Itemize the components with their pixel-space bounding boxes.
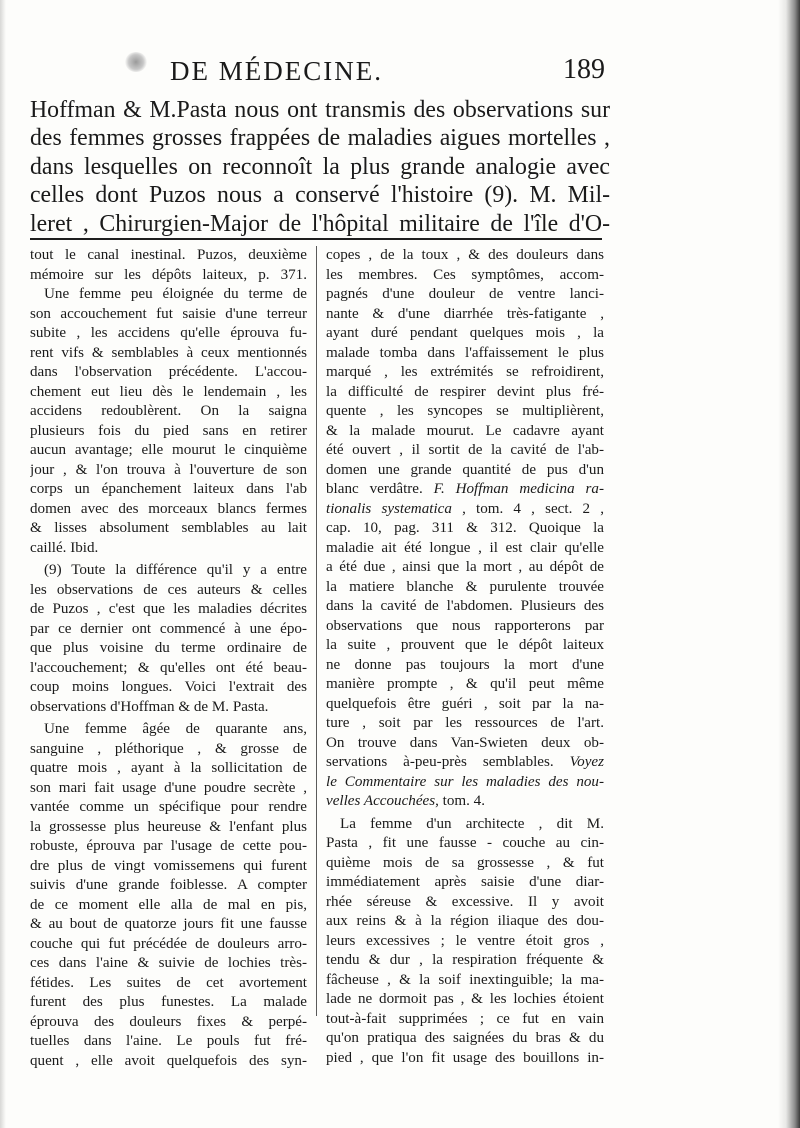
text-line: furent des plus funestes. La malade <box>30 994 307 1010</box>
text-line: ture , soit par les ressources de l'art. <box>326 715 604 731</box>
lead-paragraph <box>30 96 610 238</box>
text-line: robuste, éprouva par l'usage de cette pou- <box>30 838 307 854</box>
text-line: dre plus de vingt vomissemens qui furent <box>30 857 307 874</box>
text-line: fâcheuse , & la soif inextinguible; la ma- <box>326 971 604 988</box>
text-line: ces dans l'aine & suivie de lochies très- <box>30 955 307 971</box>
text-line <box>326 753 604 773</box>
text-line: mémoire sur les dépôts laiteux, p. 371. <box>30 266 307 283</box>
text-line: de ce moment elle alla de mal en pis, <box>30 896 307 913</box>
text-line: quent , elle avoit quelquefois des syn- <box>30 1052 307 1069</box>
page-number: 189 <box>563 54 605 85</box>
text-line: quente , les syncopes se multiplièrent, <box>326 403 604 419</box>
citation-italic: Voyez <box>569 754 604 770</box>
page-right-edge-shadow <box>778 0 800 1128</box>
text-plain: , tom. 4. <box>435 793 485 809</box>
text-line: dans l'observation précédente. L'accou- <box>30 364 307 380</box>
text-line: pagnés d'une douleur de ventre lanci- <box>326 286 604 302</box>
text-line: rhée séreuse & excessive. Il y avoit <box>326 893 604 910</box>
text-line: malade tomba dans l'affaissement le plus <box>326 344 604 361</box>
text-line <box>326 480 604 500</box>
text-line: quelquefois être guéri , soit par la na- <box>326 695 604 712</box>
text-line: qu'on pratiqua des saignées du bras & du <box>326 1030 604 1046</box>
text-line: marqué , les extrémités se refroidirent, <box>326 364 604 380</box>
text-line: pied , que l'on fit usage des bouillons in- <box>326 1049 604 1066</box>
text-line: la matiere blanche & purulente trouvée <box>326 578 604 595</box>
text-line: par ce dernier ont commencé à une épo- <box>30 620 307 637</box>
text-line: tendu & dur , la respiration fréquente & <box>326 952 604 968</box>
text-line: copes , de la toux , & des douleurs dans <box>326 247 604 263</box>
text-plain: servations à-peu-près semblables. <box>326 754 570 770</box>
text-line: On trouve dans Van-Swieten deux ob- <box>326 734 604 751</box>
text-line: l'accouchement; & qu'elles ont été beau- <box>30 659 307 676</box>
text-line: lade ne dormoit pas , & les lochies étoient <box>326 991 604 1007</box>
text-line: plusieurs fois du pied sans en retirer <box>30 422 307 439</box>
footnote-start: (9) Toute la différence qu'il y a entre <box>44 562 307 578</box>
citation-italic-line: le Commentaire sur les maladies des nou- <box>326 773 604 790</box>
text-line: son mari fait usage d'une poudre secrète , <box>30 779 307 796</box>
text-line: éprouva des douleurs fixes & perpé- <box>30 1013 307 1030</box>
text-line: coup moins longues. Voici l'extrait des <box>30 679 307 695</box>
text-line: manière prompte , & qu'il peut même <box>326 676 604 692</box>
text-line: caillé. Ibid. <box>30 539 99 556</box>
text-line: vantée comme un spécifique pour rendre <box>30 799 307 815</box>
text-line: ne donne pas toujours la mort d'une <box>326 656 604 673</box>
lead-line-5: leret , Chirurgien-Major de l'hôpital militaire de l'île d'O- <box>30 210 610 237</box>
text-line: rent vifs & semblables à ceux mentionnés <box>30 344 307 361</box>
text-line: observations que nous rapporterons par <box>326 617 604 634</box>
text-plain: blanc verdâtre. <box>326 481 434 497</box>
section-rule <box>30 238 602 240</box>
text-line: & la malade mourut. Le cadavre ayant <box>326 422 604 439</box>
paragraph-start: Une femme peu éloignée du terme de <box>44 286 307 302</box>
text-line: corps un épanchement laiteux dans l'ab <box>30 481 307 497</box>
text-line: nante & d'une diarrhée très-fatigante , <box>326 305 604 322</box>
text-line: fétides. Les suites de cet avortement <box>30 974 307 991</box>
text-line: tuelles dans l'aine. Le pouls fut fré- <box>30 1033 307 1049</box>
citation-italic: velles Accouchées <box>326 793 436 809</box>
text-line <box>326 500 604 520</box>
text-line: & lisses absolument semblables au lait <box>30 520 307 536</box>
paper-blemish <box>125 52 147 72</box>
left-column <box>30 246 307 1071</box>
lead-line-1: Hoffman & M.Pasta nous ont transmis des observations sur <box>30 97 610 123</box>
text-line: son accouchement fut saisie d'une terreur <box>30 305 307 322</box>
text-line: immédiatement après saisie d'une diar- <box>326 874 604 890</box>
text-line: tout-à-fait supprimées ; ce fut en vain <box>326 1010 604 1027</box>
lead-line-3: dans lesquelles on reconnoît la plus grande analogie avec <box>30 153 610 180</box>
text-line: la grossesse plus heureuse & l'enfant plus <box>30 818 307 835</box>
citation-italic: F. Hoffman medicina ra- <box>433 481 604 497</box>
text-line: sanguine , pléthorique , & grosse de <box>30 740 307 757</box>
text-line: suivis d'une grande foiblesse. A compter <box>30 877 307 893</box>
text-line: dans la cavité de l'abdomen. Plusieurs des <box>326 598 604 614</box>
text-line: a été due , ainsi que la mort , au dépôt de <box>326 559 604 575</box>
text-line: & au bout de quatorze jours fit une fausse <box>30 916 307 932</box>
text-plain: , tom. 4 , sect. 2 , <box>451 500 604 517</box>
text-line <box>326 792 604 812</box>
paragraph-start: Une femme âgée de quarante ans, <box>44 721 307 737</box>
text-line: tout le canal inestinal. Puzos, deuxième <box>30 247 307 263</box>
paragraph-start: La femme d'un architecte , dit M. <box>340 815 604 832</box>
lead-line-2: des femmes grosses frappées de maladies aigues mortelles , <box>30 125 610 152</box>
text-line: maladie ait été longue , il est clair qu'elle <box>326 539 604 556</box>
lead-line-4: celles dont Puzos nous a conservé l'histoire (9). M. Mil- <box>30 182 610 209</box>
text-line: cap. 10, pag. 311 & 312. Quoique la <box>326 520 604 536</box>
text-line: la difficulté de respirer devint plus fré- <box>326 383 604 400</box>
text-line: Pasta , fit une fausse - couche au cin- <box>326 835 604 851</box>
text-line: domen une grande quantité de pus d'un <box>326 461 604 478</box>
text-line: quième mois de sa grossesse , & fut <box>326 854 604 871</box>
text-line: leurs excessives ; le ventre étoit gros , <box>326 932 604 949</box>
text-line: ayant duré pendant quelques mois , la <box>326 325 604 341</box>
text-line: que plus voisine du terme ordinaire de <box>30 640 307 656</box>
right-column <box>326 246 604 1068</box>
citation-italic: tionalis systematica <box>326 500 452 517</box>
text-line: subite , les accidens qu'elle éprouva fu- <box>30 325 307 341</box>
text-line: chement eut lieu dès le lendemain , les <box>30 383 307 400</box>
text-line: domen avec des morceaux blancs fermes <box>30 500 307 517</box>
text-line: la suite , prouvent que le dépôt laiteux <box>326 637 604 653</box>
text-line: aux reins & à la région iliaque des dou- <box>326 913 604 929</box>
text-line: été ouvert , il sortit de la cavité de l'ab- <box>326 442 604 458</box>
text-line: les observations de ces auteurs & celles <box>30 581 307 598</box>
text-line: observations d'Hoffman & de M. Pasta. <box>30 698 269 715</box>
running-head: DE MÉDECINE. <box>170 56 383 86</box>
text-line: quatre mois , ayant à la sollicitation de <box>30 760 307 776</box>
text-line: accidens redoublèrent. On la saigna <box>30 403 307 419</box>
text-line: aucun avantage; elle mourut le cinquième <box>30 442 307 458</box>
text-line: couche qui fut précédée de douleurs arro- <box>30 935 307 952</box>
column-divider <box>316 246 317 1016</box>
text-line: de Puzos , c'est que les maladies décrites <box>30 601 307 617</box>
page-left-edge <box>0 0 6 1128</box>
text-line: les membres. Ces symptômes, accom- <box>326 266 604 283</box>
text-line: jour , & l'on trouva à l'ouverture de son <box>30 461 307 478</box>
